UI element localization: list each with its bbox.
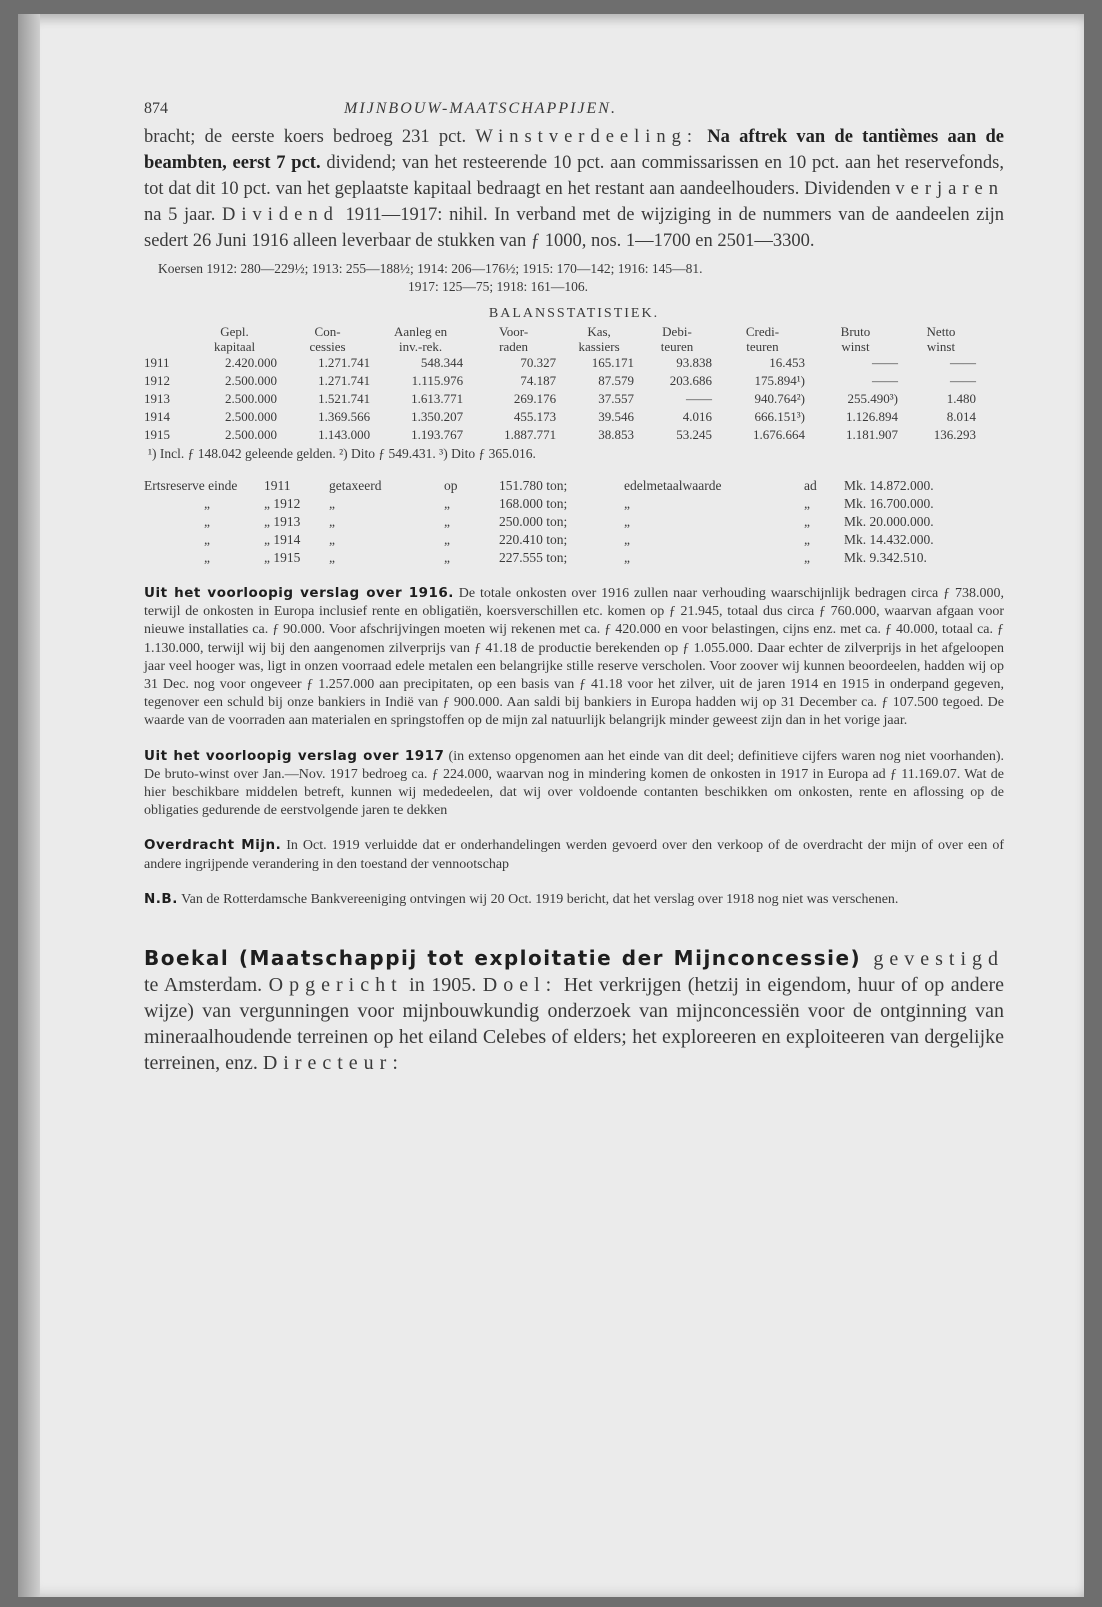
balans-header-bottom: inv.-rek. (398, 339, 443, 354)
ertsreserve-cell: 220.410 ton; (499, 532, 568, 547)
ertsreserve-cell: 151.780 ton; (499, 478, 568, 493)
ertsreserve-cell: „ (444, 514, 450, 529)
nb-heading: N.B. (144, 890, 178, 907)
table-cell: 255.490³) (847, 391, 898, 406)
table-row (144, 372, 980, 390)
ertsreserve-cell: Mk. 16.700.000. (844, 496, 934, 511)
ertsreserve-cell: „ (804, 532, 810, 547)
balans-header-bottom: winst (926, 339, 956, 354)
ertsreserve-cell: „ 1914 (264, 532, 301, 547)
ertsreserve-cell: 250.000 ton; (499, 514, 568, 529)
opgericht-label: Opgericht (268, 974, 403, 997)
balans-header-bottom: kapitaal (213, 339, 256, 354)
balans-header-top: Con- (314, 324, 341, 339)
boekal-text-2: in 1905. (402, 974, 483, 997)
table-cell: 1913 (144, 391, 170, 406)
book-binding-edge (18, 14, 40, 1597)
table-cell: 2.420.000 (225, 355, 278, 370)
table-row (144, 390, 980, 408)
boekal-text-3: Het verkrijgen (hetzij in eigendom, huur of op andere wijze) van vergunningen voor mijnbouwkundig onderzoek van mijnconcessiën voor de ontginning van mineraalhoudende terreinen op het eiland Celebes of elders; het exploreeren en exploiteeren van dergelijke terreinen, enz. (144, 974, 1005, 1075)
table-row (144, 354, 980, 372)
table-cell: 1.521.741 (318, 391, 371, 406)
table-cell: 1.480 (946, 391, 976, 406)
table-cell: 1911 (144, 355, 170, 370)
table-cell: 2.500.000 (225, 391, 278, 406)
verslag-1917-heading: Uit het voorloopig verslag over 1917 (144, 747, 445, 764)
table-cell: —— (872, 355, 898, 370)
table-cell: 1912 (144, 373, 170, 388)
table-cell: 70.327 (520, 355, 557, 370)
boekal-heading: Boekal (Maatschappij tot exploitatie der Mijnconcessie) (144, 946, 862, 971)
verslag-1917-paragraph (144, 747, 1004, 821)
ertsreserve-cell: „ (444, 496, 450, 511)
ertsreserve-cell: 227.555 ton; (499, 550, 568, 565)
verslag-1916-text: De totale onkosten over 1916 zullen naar verhouding waarschijnlijk bedragen circa ƒ 738.000, terwijl de onkosten in Europa inclusief rente en obligatiën, koersverschillen etc. komen op ƒ 21.945, totaal dus circa ƒ 760.000, waarvan afgaan voor nieuwe installaties ca. ƒ 90.000. Voor afschrijvingen moeten wij rekenen met ca. ƒ 420.000 en voor belastingen, cijns enz. met ca. ƒ 40.000, totaal ca. ƒ 1.130.000, terwijl wij bij den aangenomen zilverprijs van ƒ 41.18 de productie berekenden op ƒ 1.055.000. Daar echter de zilverprijs in het afgeloopen jaar veel hooger was, ligt in onzen voorraad edele metalen een belangrijke stille reserve verscholen. Voor zoover wij kunnen beoordeelen, hadden wij op 31 Dec. nog voor ongeveer ƒ 1.257.000 aan precipitaten, op een basis van ƒ 41.18 voor het zilver, uit de jaren 1914 en 1915 in onderpand gegeven, tegenover een schuld bij onze bankiers in Indië van ƒ 900.000. Aan saldi bij bankiers in Europa hadden wij op 31 December ca. ƒ 107.500 tegoed. De waarde van de voorraden aan materialen en springstoffen op de mijn zal natuurlijk belangrijk minder geweest zijn dan in het vorige jaar. (144, 586, 1005, 729)
balans-header-row-1 (144, 324, 980, 339)
ertsreserve-cell: „ (804, 550, 810, 565)
page-content (144, 92, 1004, 1096)
table-cell: 1.271.741 (318, 355, 371, 370)
nb-text: Van de Rotterdamsche Bankvereeniging ontvingen wij 20 Oct. 1919 bericht, dat het verslag over 1918 nog niet was verschenen. (177, 891, 899, 907)
boekal-paragraph (144, 945, 1004, 1076)
table-cell: 37.557 (598, 391, 635, 406)
table-cell: —— (685, 391, 712, 406)
gevestigd-label: gevestigd (861, 948, 1004, 971)
ertsreserve-cell: Mk. 14.432.000. (844, 532, 934, 547)
table-cell: 2.500.000 (225, 409, 278, 424)
balans-header-top: Voor- (499, 324, 529, 339)
table-row (144, 408, 980, 426)
ertsreserve-cell: „ (204, 532, 210, 547)
table-cell: 53.245 (676, 427, 712, 442)
table-cell: 165.171 (591, 355, 635, 370)
balans-body (144, 354, 980, 444)
overdracht-paragraph (144, 836, 1004, 873)
ertsreserve-cell: „ (204, 514, 210, 529)
table-cell: 87.579 (598, 373, 635, 388)
ertsreserve-cell: „ (204, 550, 210, 565)
table-cell: 1.676.664 (752, 427, 805, 442)
ertsreserve-cell: getaxeerd (329, 478, 382, 493)
table-cell: 203.686 (669, 373, 712, 388)
ertsreserve-cell: „ (624, 496, 630, 511)
page-number: 874 (144, 100, 168, 117)
balans-header-top: Credi- (745, 324, 780, 339)
table-cell: 1.887.771 (504, 427, 557, 442)
balans-header-bottom: winst (841, 339, 870, 354)
running-title: MIJNBOUW-MAATSCHAPPIJEN. (344, 100, 617, 117)
ertsreserve-cell: „ (204, 496, 210, 511)
table-cell: 2.500.000 (225, 373, 278, 388)
nb-paragraph (144, 890, 1004, 909)
table-cell: —— (950, 355, 976, 370)
directeur-label: Directeur: (262, 1052, 404, 1075)
ertsreserve-row (144, 550, 1004, 568)
boekal-text-1: te Amsterdam. (144, 974, 269, 997)
balans-header-top: Gepl. (220, 324, 249, 339)
table-cell: 1.126.894 (846, 409, 898, 424)
balans-header-bottom (144, 339, 188, 354)
balans-header-bottom: kassiers (578, 339, 620, 354)
table-cell: 74.187 (520, 373, 557, 388)
verslag-1916-heading: Uit het voorloopig verslag over 1916. (144, 585, 454, 601)
intro-text-3: na 5 jaar. (144, 205, 222, 225)
intro-text-2: dividend; van het resteerende 10 pct. aan commissarissen en 10 pct. aan het reservefonds, tot dat dit 10 pct. van het geplaatste kapitaal bedraagt en het restant aan aandeelhouders. Dividenden (144, 153, 1005, 199)
ertsreserve-cell: „ (329, 514, 335, 529)
balans-header-top: Kas, (587, 324, 611, 339)
table-cell: 1.271.741 (318, 373, 371, 388)
ertsreserve-row (144, 514, 1004, 532)
ertsreserve-cell: „ 1912 (264, 496, 301, 511)
overdracht-text: In Oct. 1919 verluidde dat er onderhandelingen werden gevoerd over den verkoop of de overdracht der mijn of over een of andere ingrijpende verandering in den toestand der vennootschap (144, 838, 1005, 872)
ertsreserve-cell: „ (329, 496, 335, 511)
ertsreserve-cell: Mk. 14.872.000. (844, 478, 934, 493)
table-cell: 1.143.000 (318, 427, 371, 442)
balans-footnotes: ¹) Incl. ƒ 148.042 geleende gelden. ²) Dito ƒ 549.431. ³) Dito ƒ 365.016. (148, 446, 536, 461)
table-cell: 175.894¹) (754, 373, 805, 388)
balans-title: BALANSSTATISTIEK. (488, 306, 660, 321)
overdracht-heading: Overdracht Mijn. (144, 837, 282, 854)
table-cell: 548.344 (420, 355, 464, 370)
ertsreserve-cell: „ (329, 532, 335, 547)
intro-paragraph (144, 124, 1004, 254)
balans-header-bottom: teuren (660, 339, 694, 354)
scanned-page (18, 14, 1084, 1597)
table-cell: 39.546 (598, 409, 635, 424)
table-cell: 93.838 (676, 355, 712, 370)
balans-table (144, 324, 980, 444)
ertsreserve-cell: 168.000 ton; (499, 496, 568, 511)
ertsreserve-row (144, 532, 1004, 550)
ertsreserve-cell: „ (804, 514, 810, 529)
koersen-line-1: Koersen 1912: 280—229½; 1913: 255—188½; 1914: 206—176½; 1915: 170—142; 1916: 145—81. (158, 261, 703, 276)
ertsreserve-cell: op (444, 478, 458, 493)
balans-header-top: Debi- (662, 324, 692, 339)
winstverdeeling-label: Winstverdeeling: (475, 127, 699, 147)
ertsreserve-cell: ad (804, 478, 817, 493)
table-cell: 455.173 (513, 409, 557, 424)
verslag-1916-paragraph (144, 584, 1004, 731)
table-cell: —— (872, 373, 898, 388)
table-row (144, 426, 980, 444)
table-cell: 1.115.976 (411, 373, 464, 388)
table-cell: 1.613.771 (411, 391, 464, 406)
ertsreserve-cell: „ 1915 (264, 550, 301, 565)
ertsreserve-cell: „ (329, 550, 335, 565)
table-cell: 1.369.566 (318, 409, 371, 424)
table-cell: 2.500.000 (225, 427, 278, 442)
ertsreserve-cell: „ (624, 514, 630, 529)
balans-header-top: Netto (926, 324, 956, 339)
ertsreserve-cell: „ (444, 532, 450, 547)
intro-text-4: 1911—1917: nihil. In verband met de wijziging in de nummers van de aandeelen zijn sedert 26 Juni 1916 alleen leverbaar de stukken van ƒ 1000, nos. 1—1700 en 2501—3300. (144, 205, 1004, 251)
balans-header-bottom: teuren (746, 339, 779, 354)
table-cell: 4.016 (682, 409, 712, 424)
balans-header-top: Aanleg en (394, 324, 448, 339)
ertsreserve-cell: „ (804, 496, 810, 511)
ertsreserve-cell: „ (624, 532, 630, 547)
verjaren-label: verjaren (895, 179, 1004, 199)
table-cell: 16.453 (769, 355, 805, 370)
balans-header-top: Bruto (840, 324, 871, 339)
table-cell: 1.181.907 (846, 427, 898, 442)
table-cell: —— (950, 373, 976, 388)
dividend-label: Dividend (221, 205, 339, 225)
balans-header-bottom: cessies (309, 339, 346, 354)
running-header (144, 92, 1004, 124)
ertsreserve-block (144, 478, 1004, 568)
ertsreserve-cell: „ (444, 550, 450, 565)
koersen-block (158, 260, 1004, 296)
ertsreserve-cell: „ (624, 550, 630, 565)
balans-header-bottom: raden (499, 339, 529, 354)
ertsreserve-cell: Ertsreserve einde (144, 478, 238, 493)
table-cell: 136.293 (933, 427, 976, 442)
table-cell: 269.176 (513, 391, 557, 406)
ertsreserve-cell: Mk. 9.342.510. (844, 550, 927, 565)
table-cell: 8.014 (946, 409, 976, 424)
intro-bold-text: Na aftrek van de tantièmes aan de beambten, eerst 7 pct. (144, 127, 1004, 173)
ertsreserve-cell: edelmetaalwaarde (624, 478, 722, 493)
ertsreserve-cell: „ 1913 (264, 514, 301, 529)
table-cell: 940.764²) (754, 391, 805, 406)
ertsreserve-row (144, 496, 1004, 514)
koersen-line-2: 1917: 125—75; 1918: 161—106. (408, 279, 589, 294)
table-cell: 1.350.207 (411, 409, 464, 424)
ertsreserve-cell: Mk. 20.000.000. (844, 514, 934, 529)
table-cell: 666.151³) (754, 409, 805, 424)
table-cell: 38.853 (598, 427, 635, 442)
balans-header-row-2 (144, 339, 980, 354)
ertsreserve-row (144, 478, 1004, 496)
intro-text-1: bracht; de eerste koers bedroeg 231 pct. (144, 127, 476, 147)
ertsreserve-cell: 1911 (264, 478, 291, 493)
balans-header-top (144, 324, 188, 339)
table-cell: 1.193.767 (411, 427, 464, 442)
table-cell: 1915 (144, 427, 170, 442)
doel-label: Doel: (482, 974, 558, 997)
table-cell: 1914 (144, 409, 170, 424)
verslag-1917-text: (in extenso opgenomen aan het einde van dit deel; definitieve cijfers waren nog niet voorhanden). De bruto-winst over Jan.—Nov. 1917 bedroeg ca. ƒ 224.000, waarvan nog in mindering komen de onkosten in 1917 in Europa ad ƒ 11.169.07. Wat de hier beschikbare middelen betreft, kunnen wij mededeelen, dat wij over voldoende contanten beschikken om onkosten, rente en aflossing op de obligaties gedurende de eerstvolgende jaren te dekken (144, 748, 1004, 819)
